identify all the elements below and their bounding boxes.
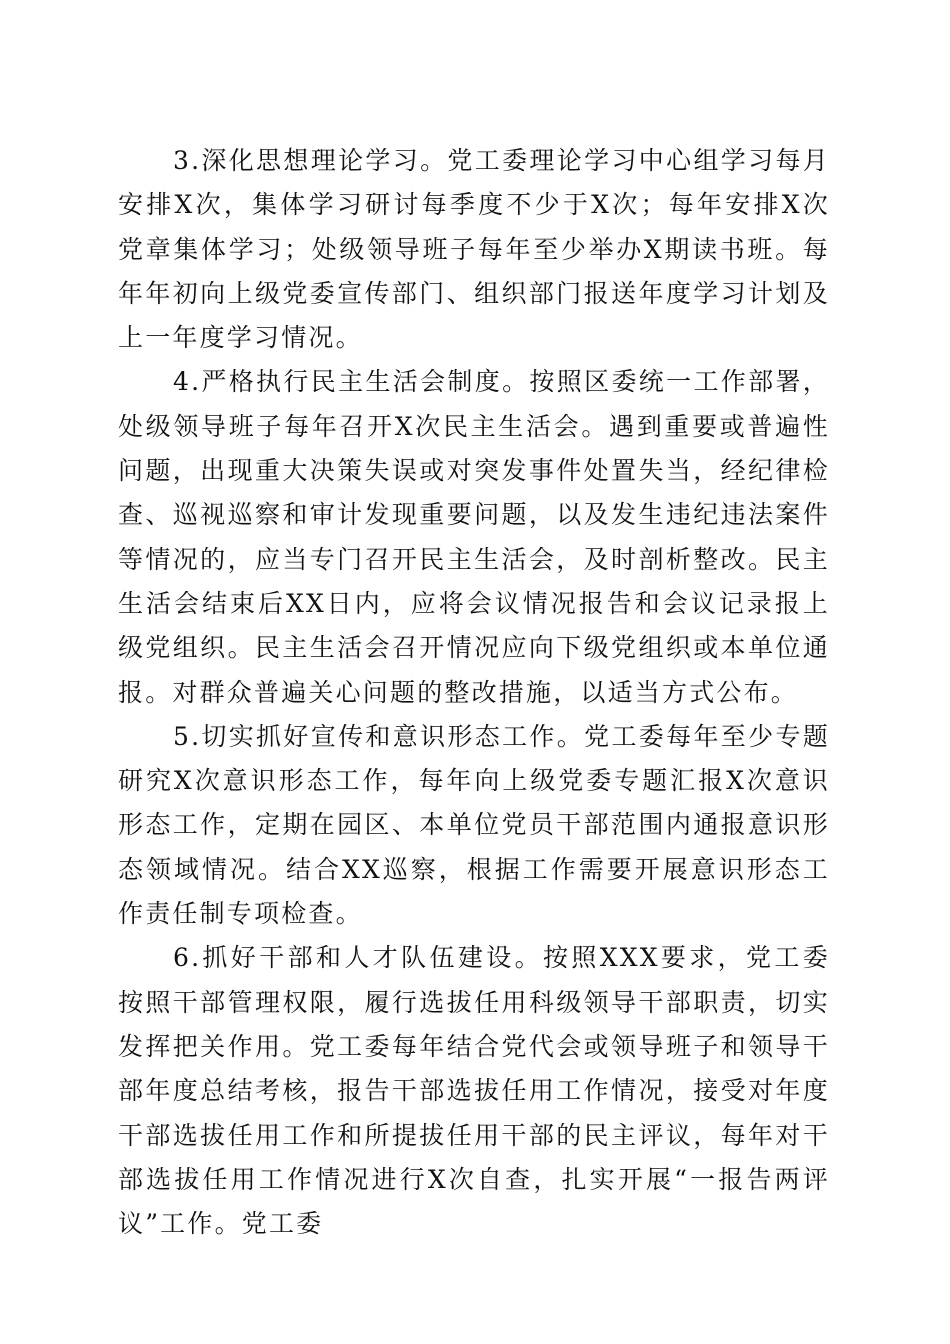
document-body [118,139,830,1246]
paragraph-6: 6.抓好干部和人才队伍建设。按照XXX要求，党工委按照干部管理权限，履行选拔任用科级领导干部职责，切实发挥把关作用。党工委每年结合党代会或领导班子和领导干部年度总结考核，报告干部选拔任用工作情况，接受对年度干部选拔任用工作和所提拔任用干部的民主评议，每年对干部选拔任用工作情况进行X次自查，扎实开展“一报告两评议”工作。党工委 [118,943,830,1239]
paragraph-5: 5.切实抓好宣传和意识形态工作。党工委每年至少专题研究X次意识形态工作，每年向上级党委专题汇报X次意识形态工作，定期在园区、本单位党员干部范围内通报意识形态领域情况。结合XX巡察，根据工作需要开展意识形态工作责任制专项检查。 [118,721,830,929]
paragraph-4: 4.严格执行民主生活会制度。按照区委统一工作部署，处级领导班子每年召开X次民主生活会。遇到重要或普遍性问题，出现重大决策失误或对突发事件处置失当，经纪律检查、巡视巡察和审计发现重要问题，以及发生违纪违法案件等情况的，应当专门召开民主生活会，及时剖析整改。民主生活会结束后XX日内，应将会议情况报告和会议记录报上级党组织。民主生活会召开情况应向下级党组织或本单位通报。对群众普遍关心问题的整改措施，以适当方式公布。 [118,367,830,707]
paragraph-3: 3.深化思想理论学习。党工委理论学习中心组学习每月安排X次，集体学习研讨每季度不少于X次；每年安排X次党章集体学习；处级领导班子每年至少举办X期读书班。每年年初向上级党委宣传部门、组织部门报送年度学习计划及上一年度学习情况。 [118,146,830,353]
